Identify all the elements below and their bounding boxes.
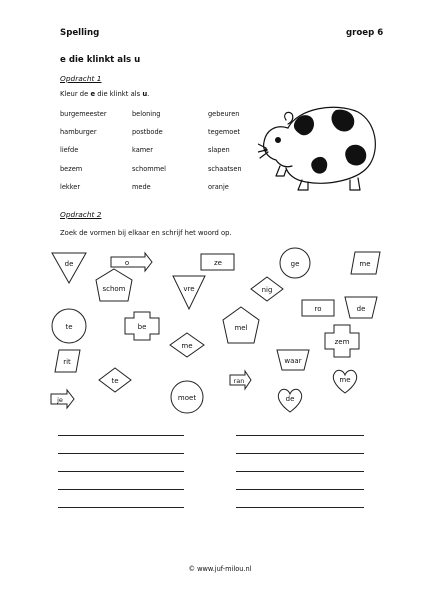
shape-cross — [325, 325, 359, 357]
answer-line[interactable] — [58, 507, 184, 508]
shape-diamond — [99, 368, 131, 392]
answer-line[interactable] — [236, 471, 364, 472]
shape-label: nig — [261, 286, 273, 294]
word-cell[interactable]: oranje — [208, 183, 229, 191]
shape-diamond — [170, 333, 204, 357]
shape-parallelogram — [55, 350, 80, 372]
grade-label: groep 6 — [346, 28, 384, 38]
shape-label: mel — [234, 324, 248, 332]
answer-line[interactable] — [236, 453, 364, 454]
shape-heart — [333, 370, 356, 393]
answer-line[interactable] — [58, 453, 184, 454]
word-cell[interactable]: schaatsen — [208, 165, 242, 173]
word-cell[interactable]: gebeuren — [208, 110, 240, 118]
word-cell[interactable]: lekker — [60, 183, 81, 191]
shape-pentagon — [223, 307, 259, 343]
shape-label: o — [124, 259, 130, 267]
shape-trapezoid — [277, 350, 309, 370]
shape-parallelogram — [351, 252, 380, 274]
word-cell[interactable]: kamer — [132, 146, 153, 154]
shape-circle — [171, 381, 203, 413]
word-cell[interactable]: mede — [132, 183, 151, 191]
shape-label: rit — [63, 358, 71, 366]
answer-line[interactable] — [58, 471, 184, 472]
word-cell[interactable]: beloning — [132, 110, 161, 118]
assignment-2-instruction: Zoek de vormen bij elkaar en schrijf het woord op. — [60, 229, 232, 237]
shape-label: ze — [214, 259, 222, 267]
shape-label: zem — [334, 338, 350, 346]
shape-label: me — [359, 260, 371, 268]
shape-cross — [125, 312, 159, 340]
shape-arrow — [111, 253, 152, 271]
shape-label: te — [111, 377, 119, 385]
answer-line[interactable] — [58, 435, 184, 436]
shape-label: schom — [102, 285, 126, 293]
word-cell[interactable]: schommel — [132, 165, 167, 173]
shape-label: ro — [314, 305, 322, 313]
shape-label: be — [137, 323, 147, 331]
word-cell[interactable]: postbode — [132, 128, 163, 136]
shape-label: ran — [233, 377, 245, 385]
shape-label: moet — [177, 394, 197, 402]
shape-label: de — [285, 395, 295, 403]
assignment-1-instruction: Kleur de e die klinkt als u. — [60, 90, 150, 98]
topic-heading: e die klinkt als u — [60, 55, 141, 65]
shape-label: waar — [284, 357, 302, 365]
footer-credit: © www.juf-milou.nl — [188, 565, 252, 573]
shape-label: de — [356, 305, 366, 313]
word-cell[interactable]: bezem — [60, 165, 83, 173]
shape-trapezoid — [345, 297, 377, 318]
word-cell[interactable]: slapen — [208, 146, 230, 154]
answer-line[interactable] — [58, 489, 184, 490]
shape-diamond — [251, 277, 283, 301]
shape-pentagon — [96, 269, 132, 301]
shape-circle — [52, 309, 86, 343]
shape-triangle — [52, 253, 86, 283]
shape-heart — [278, 389, 301, 412]
answer-line[interactable] — [236, 507, 364, 508]
shape-triangle — [173, 276, 205, 309]
shape-label: me — [181, 342, 193, 350]
shape-label: je — [57, 396, 63, 404]
shape-label: ge — [290, 260, 300, 268]
shape-label: de — [64, 260, 74, 268]
shape-label: te — [65, 323, 73, 331]
word-cell[interactable]: tegemoet — [208, 128, 240, 136]
assignment-2-title: Opdracht 2 — [60, 210, 102, 219]
shape-label: me — [339, 376, 351, 384]
shape-label: vre — [183, 285, 195, 293]
shape-arrow — [230, 371, 251, 389]
shape-rectangle — [201, 254, 234, 270]
word-cell[interactable]: liefde — [60, 146, 79, 154]
assignment-1-title: Opdracht 1 — [60, 74, 102, 83]
worksheet-title: Spelling — [60, 28, 100, 38]
answer-line[interactable] — [236, 435, 364, 436]
shape-circle — [280, 248, 310, 278]
shape-rectangle — [302, 300, 334, 316]
answer-line[interactable] — [236, 489, 364, 490]
word-cell[interactable]: burgemeester — [60, 110, 107, 118]
word-cell[interactable]: hamburger — [60, 128, 97, 136]
shape-arrow — [51, 390, 74, 408]
